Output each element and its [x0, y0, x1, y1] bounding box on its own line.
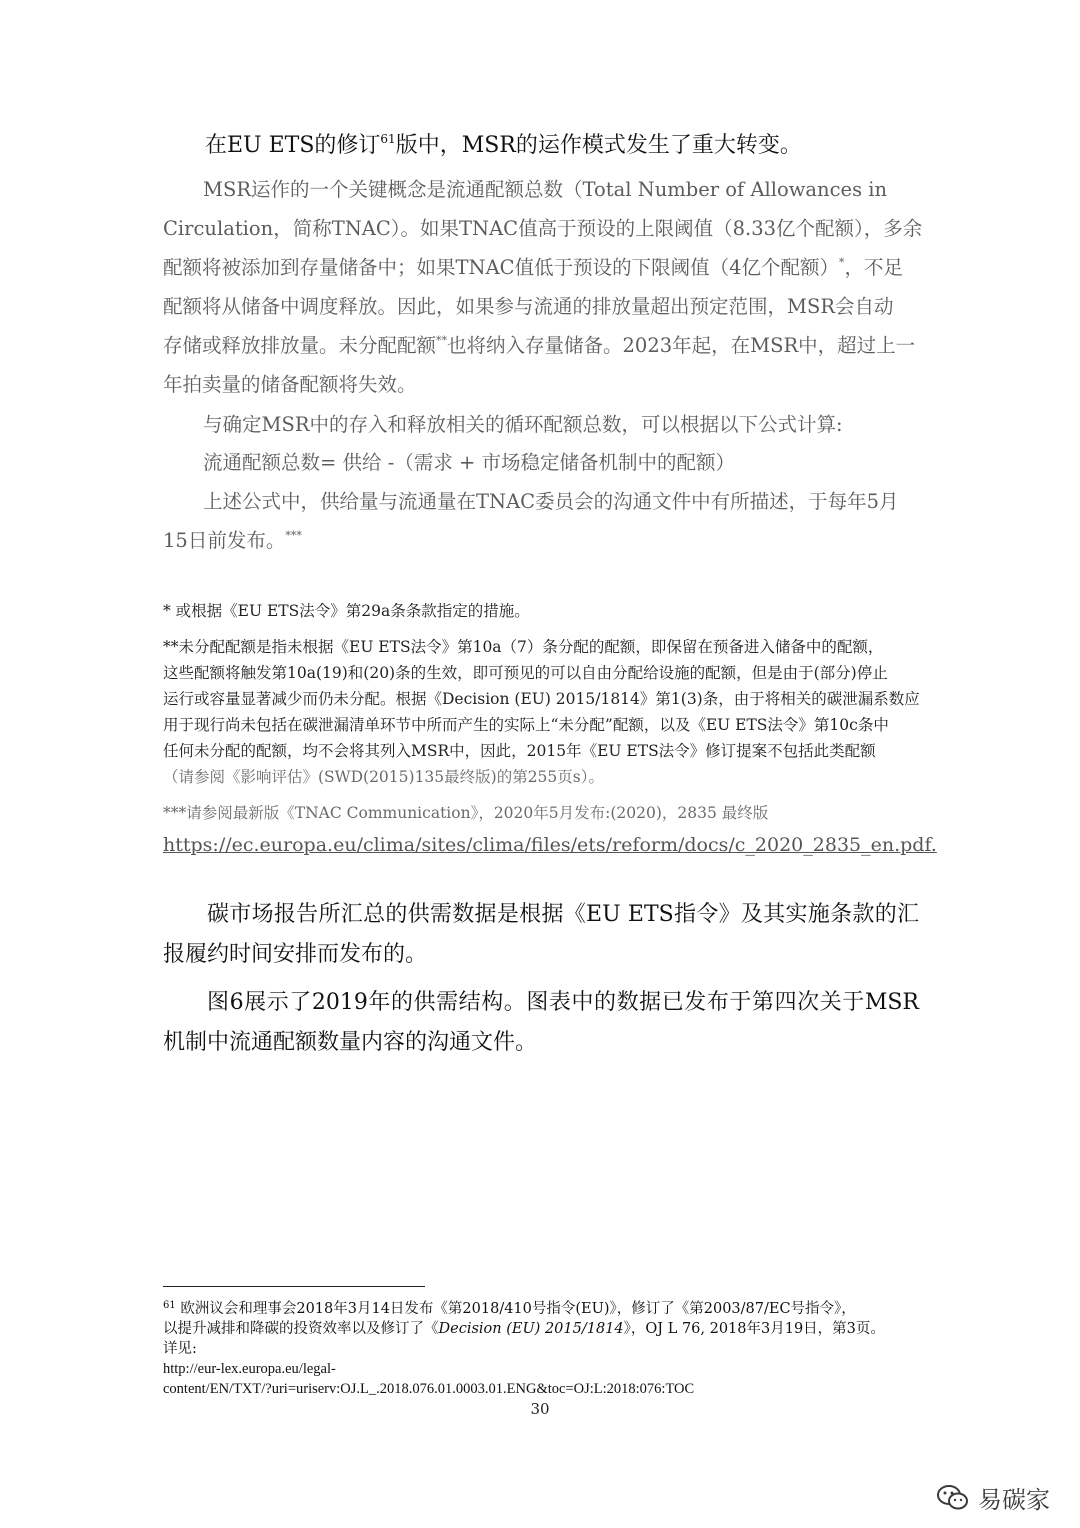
footnote-line: 详见: [163, 1341, 197, 1357]
wechat-icon [936, 1483, 970, 1513]
note-ref-triple-star[interactable]: *** [285, 529, 302, 542]
note2-line: 这些配额将触发第10a(19)和(20)条的生效，即可预见的可以自由分配给设施的配额，但是由于(部分)停止 [163, 664, 888, 682]
wechat-watermark [936, 1480, 1050, 1515]
msr-line-3: 配额将被添加到存量储备中；如果TNAC值低于预设的下限阈值（4亿个配额）*，不足 [163, 256, 903, 279]
footnote-divider [163, 1286, 425, 1287]
footnote-link[interactable]: content/EN/TXT/?uri=uriserv:OJ.L_.2018.076.01.0003.01.ENG&toc=OJ:L:2018:076:TOC [163, 1381, 695, 1397]
tnac-communication-link[interactable]: https://ec.europa.eu/clima/sites/clima/files/ets/reform/docs/c_2020_2835_en.pdf. [163, 834, 937, 856]
footnote-line: 以提升减排和降碳的投资效率以及修订了《Decision (EU) 2015/1814》，OJ L 76, 2018年3月19日，第3页。 [163, 1321, 885, 1337]
watermark-label: 易碳家 [978, 1486, 1050, 1514]
msr-line-1: MSR运作的一个关键概念是流通配额总数（Total Number of Allowances in [203, 178, 888, 201]
note2-line: **未分配配额是指未根据《EU ETS法令》第10a（7）条分配的配额，即保留在预备进入储备中的配额， [163, 638, 884, 656]
formula-intro: 与确定MSR中的存入和释放相关的循环配额总数，可以根据以下公式计算: [203, 413, 843, 436]
msr-line-4: 配额将从储备中调度释放。因此，如果参与流通的排放量超出预定范围，MSR会自动 [163, 295, 894, 318]
formula: 流通配额总数= 供给 -（需求 + 市场稳定储备机制中的配额） [203, 451, 736, 474]
heading-text-pre: 在EU ETS的修订 [205, 133, 381, 158]
note-triple-star: ***请参阅最新版《TNAC Communication》，2020年5月发布:(2020)，2835 最终版 [163, 804, 769, 822]
note-ref-double-star[interactable]: ** [436, 334, 448, 347]
note2-line: （请参阅《影响评估》(SWD(2015)135最终版)的第255页s）。 [163, 768, 604, 786]
page-number: 30 [530, 1400, 550, 1418]
section-heading [205, 128, 802, 159]
note-double-star [163, 634, 923, 790]
note-star: * 或根据《EU ETS法令》第29a条条款指定的措施。 [163, 602, 530, 620]
msr-line-5: 存储或释放排放量。未分配配额**也将纳入存量储备。2023年起，在MSR中，超过上一 [163, 334, 916, 357]
body-paragraph-1: 碳市场报告所汇总的供需数据是根据《EU ETS指令》及其实施条款的汇报履约时间安排而发布的。 [163, 902, 919, 967]
footnote-link[interactable]: http://eur-lex.europa.eu/legal- [163, 1361, 336, 1377]
msr-line-2: Circulation，简称TNAC）。如果TNAC值高于预设的上限阈值（8.33亿个配额），多余 [163, 217, 923, 240]
formula-desc-line-1: 上述公式中，供给量与流通量在TNAC委员会的沟通文件中有所描述，于每年5月 [203, 490, 899, 513]
formula-desc-line-2: 15日前发布。*** [163, 529, 302, 552]
note2-line: 任何未分配的配额，均不会将其列入MSR中，因此，2015年《EU ETS法令》修订提案不包括此类配额 [163, 742, 876, 760]
note2-line: 运行或容量显著减少而仍未分配。根据《Decision (EU) 2015/1814》第1(3)条，由于将相关的碳泄漏系数应 [163, 690, 920, 708]
note-ref-star[interactable]: * [838, 256, 845, 269]
footnote-ref-61[interactable]: 61 [380, 132, 396, 146]
body-paragraph-2: 图6展示了2019年的供需结构。图表中的数据已发布于第四次关于MSR机制中流通配额数量内容的沟通文件。 [163, 990, 919, 1055]
heading-text-post: 版中，MSR的运作模式发生了重大转变。 [395, 133, 802, 158]
footnote-line: $^{61}$ 欧洲议会和理事会2018年3月14日发布《第2018/410号指令(EU)》，修订了《第2003/87/EC号指令》， [163, 1300, 856, 1317]
footnote-61 [163, 1296, 923, 1399]
msr-line-6: 年拍卖量的储备配额将失效。 [163, 373, 417, 396]
note2-line: 用于现行尚未包括在碳泄漏清单环节中所而产生的实际上“未分配”配额，以及《EU ETS法令》第10c条中 [163, 716, 889, 734]
